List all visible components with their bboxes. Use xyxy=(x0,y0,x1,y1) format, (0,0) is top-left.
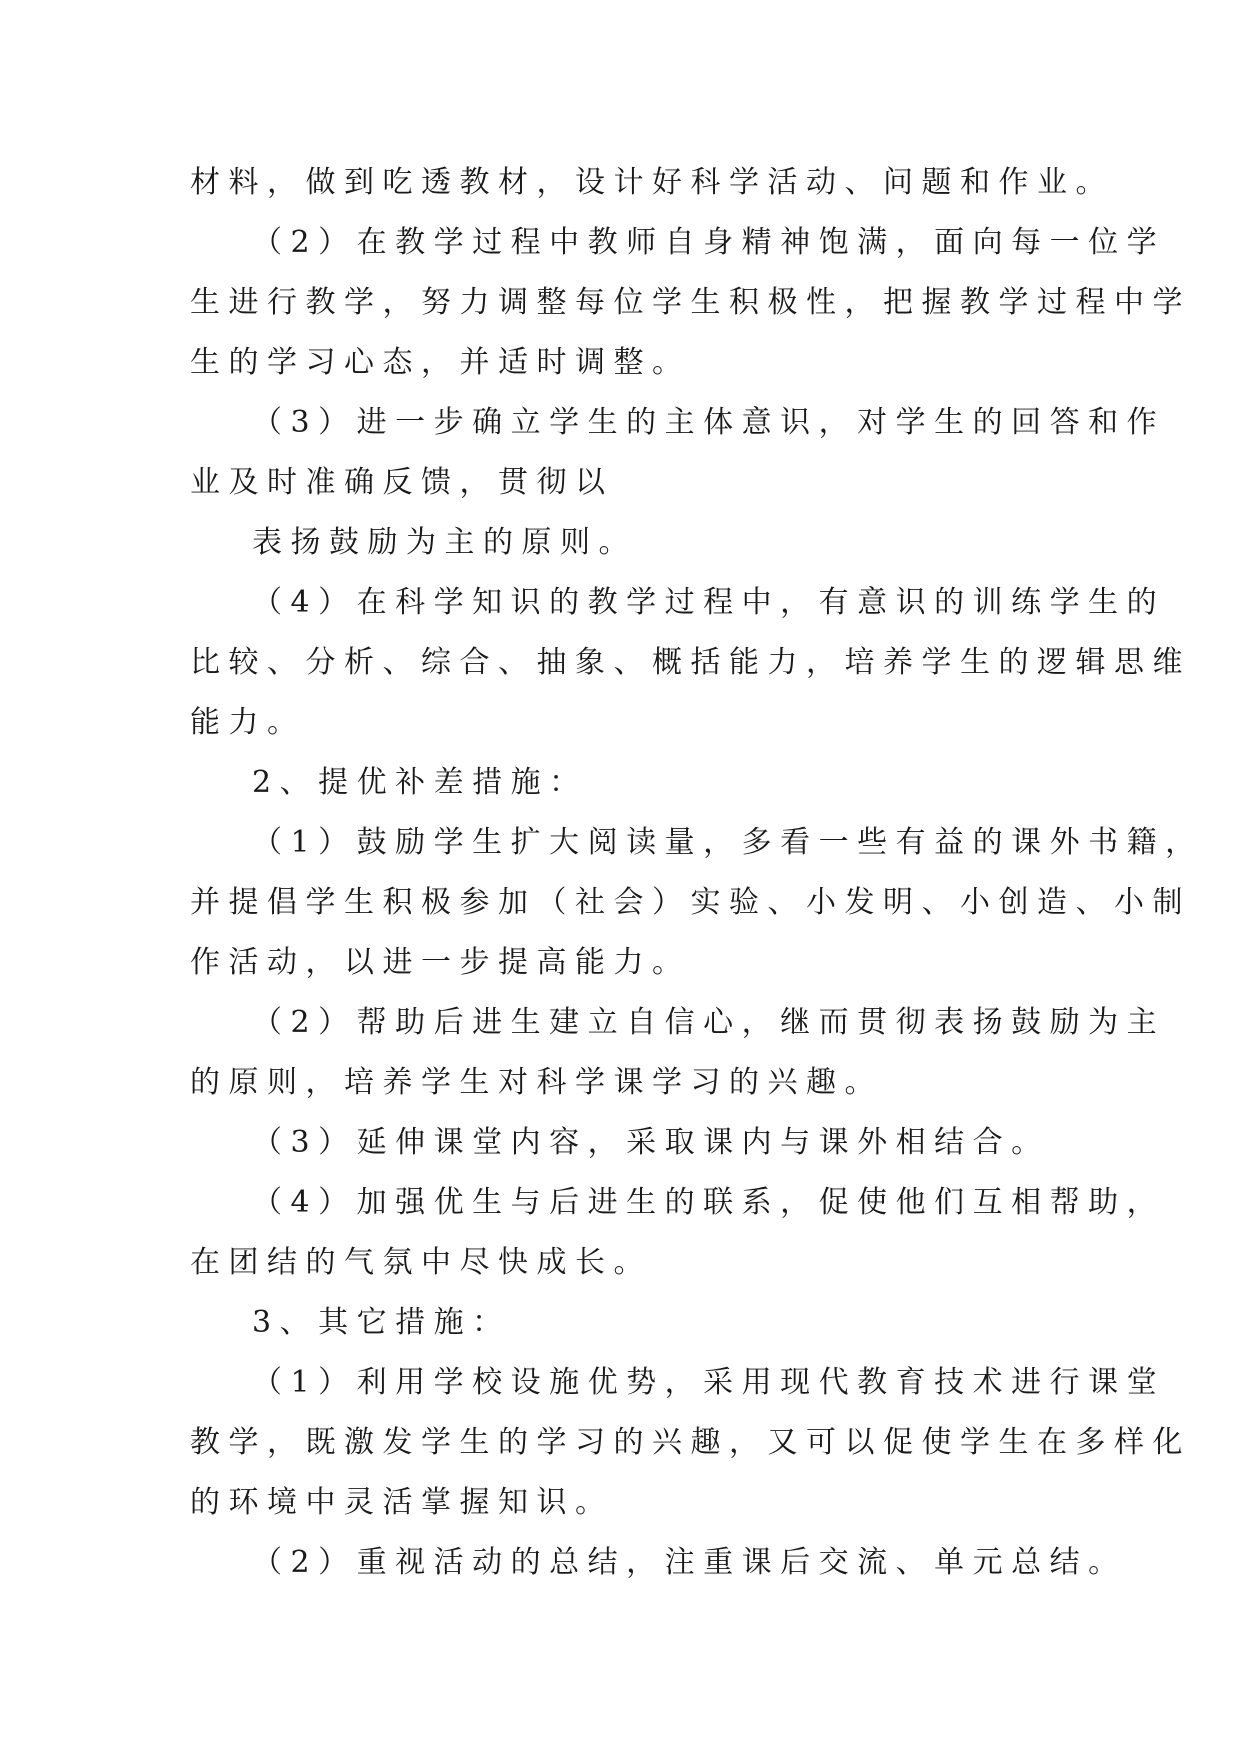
section-heading-3: 3、其它措施： xyxy=(252,1305,511,1340)
text-line-19: 在团结的气氛中尽快成长。 xyxy=(190,1245,652,1280)
text-line-14: 作活动，以进一步提高能力。 xyxy=(190,945,691,980)
text-line-7: 表扬鼓励为主的原则。 xyxy=(252,525,637,560)
text-line-15: （2）帮助后进生建立自信心，继而贯彻表扬鼓励为主 xyxy=(252,1005,1166,1040)
text-line-24: （2）重视活动的总结，注重课后交流、单元总结。 xyxy=(252,1545,1127,1580)
text-line-12: （1）鼓励学生扩大阅读量，多看一些有益的课外书籍， xyxy=(252,825,1204,860)
text-line-6: 业及时准确反馈，贯彻以 xyxy=(190,465,614,500)
text-line-9: 比较、分析、综合、抽象、概括能力，培养学生的逻辑思维 xyxy=(190,645,1191,680)
text-line-1: 材料，做到吃透教材，设计好科学活动、问题和作业。 xyxy=(190,165,1114,200)
text-line-5: （3）进一步确立学生的主体意识，对学生的回答和作 xyxy=(252,405,1166,440)
text-line-10: 能力。 xyxy=(190,705,306,740)
text-line-4: 生的学习心态，并适时调整。 xyxy=(190,345,691,380)
text-line-8: （4）在科学知识的教学过程中，有意识的训练学生的 xyxy=(252,585,1166,620)
text-line-17: （3）延伸课堂内容，采取课内与课外相结合。 xyxy=(252,1125,1050,1160)
text-line-3: 生进行教学，努力调整每位学生积极性，把握教学过程中学 xyxy=(190,285,1191,320)
section-heading-2: 2、提优补差措施： xyxy=(252,765,588,800)
text-line-18: （4）加强优生与后进生的联系，促使他们互相帮助， xyxy=(252,1185,1166,1220)
text-line-23: 的环境中灵活掌握知识。 xyxy=(190,1485,614,1520)
text-line-21: （1）利用学校设施优势，采用现代教育技术进行课堂 xyxy=(252,1365,1166,1400)
text-line-22: 教学，既激发学生的学习的兴趣，又可以促使学生在多样化 xyxy=(190,1425,1191,1460)
text-line-16: 的原则，培养学生对科学课学习的兴趣。 xyxy=(190,1065,883,1100)
text-line-2: （2）在教学过程中教师自身精神饱满，面向每一位学 xyxy=(252,225,1166,260)
text-line-13: 并提倡学生积极参加（社会）实验、小发明、小创造、小制 xyxy=(190,885,1191,920)
